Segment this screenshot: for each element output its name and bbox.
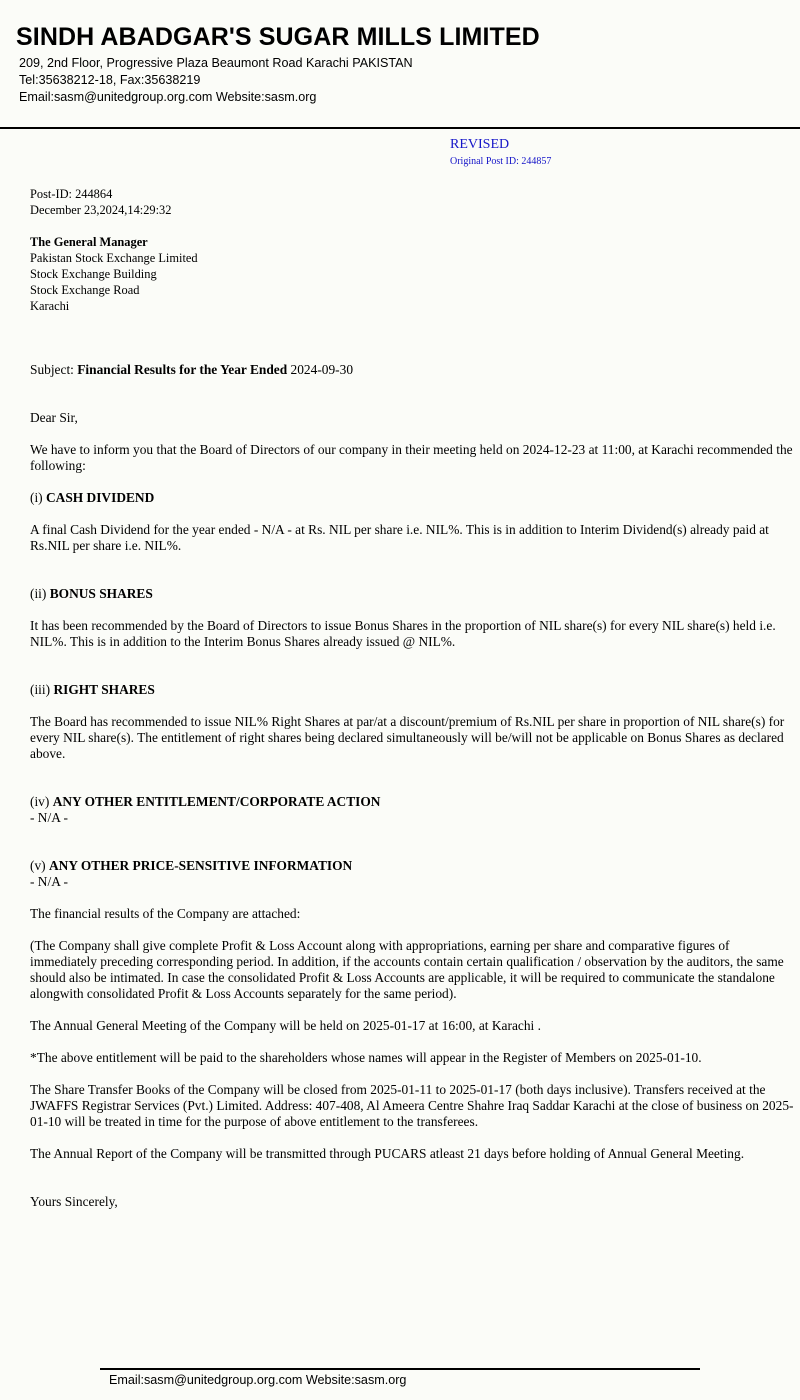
subject-line — [30, 362, 795, 378]
post-id: Post-ID: 244864 — [30, 187, 113, 201]
section-heading-price-sensitive: (v) ANY OTHER PRICE-SENSITIVE INFORMATION — [30, 858, 353, 873]
company-name: SINDH ABADGAR'S SUGAR MILLS LIMITED — [16, 23, 540, 51]
header-divider — [0, 127, 800, 129]
letter-body — [30, 186, 795, 1210]
cash-dividend-text: A final Cash Dividend for the year ended - N/A - at Rs. NIL per share i.e. NIL%. This is in addition to Interim Dividend(s) already paid at Rs.NIL per share i.e. NIL%. — [30, 522, 769, 553]
right-shares-text: The Board has recommended to issue NIL% Right Shares at par/at a discount/premium of Rs.NIL per share in proportion of NIL share(s) for every NIL share(s). The entitlement of right shares being declared simultaneously will be/will not be applicable on Bonus Shares as declared above. — [30, 714, 785, 761]
subject-title: Financial Results for the Year Ended — [77, 362, 288, 377]
annual-report-paragraph: The Annual Report of the Company will be transmitted through PUCARS atleast 21 days before holding of Annual General Meeting. — [30, 1146, 745, 1161]
post-datetime: December 23,2024,14:29:32 — [30, 203, 172, 217]
recipient-address — [30, 234, 795, 314]
intro-paragraph: We have to inform you that the Board of Directors of our company in their meeting held on 2024-12-23 at 11:00, at Karachi recommended the following: — [30, 442, 793, 473]
recipient-line: Stock Exchange Building — [30, 267, 157, 281]
section-heading-cash-dividend: (i) CASH DIVIDEND — [30, 490, 155, 505]
revised-label: REVISED — [450, 137, 510, 152]
salutation: Dear Sir, — [30, 410, 78, 425]
company-tel-fax: Tel:35638212-18, Fax:35638219 — [19, 73, 201, 87]
footer-divider — [100, 1368, 700, 1370]
company-email-website: Email:sasm@unitedgroup.org.com Website:sasm.org — [19, 90, 317, 104]
recipient-line: Pakistan Stock Exchange Limited — [30, 251, 198, 265]
agm-paragraph: The Annual General Meeting of the Company will be held on 2025-01-17 at 16:00, at Karachi . — [30, 1018, 541, 1033]
recipient-line: Stock Exchange Road — [30, 283, 140, 297]
share-transfer-paragraph: The Share Transfer Books of the Company will be closed from 2025-01-11 to 2025-01-17 (both days inclusive). Transfers received at the JWAFFS Registrar Services (Pvt.) Limited. Address: 407-408, Al Ameera Centre Shahre Iraq Saddar Karachi at the close of business on 2025-01-10 will be treated in time for the purpose of above entitlement to the transferees. — [30, 1082, 794, 1129]
results-attached-text: The financial results of the Company are attached: — [30, 906, 301, 921]
recipient-line: Karachi — [30, 299, 70, 313]
subject-date: 2024-09-30 — [290, 362, 354, 377]
footer-email-website: Email:sasm@unitedgroup.org.com Website:sasm.org — [109, 1373, 407, 1387]
price-sensitive-text: - N/A - — [30, 874, 68, 889]
entitlement-note-paragraph: *The above entitlement will be paid to the shareholders whose names will appear in the Register of Members on 2025-01-10. — [30, 1050, 702, 1065]
section-heading-right-shares: (iii) RIGHT SHARES — [30, 682, 155, 697]
closing: Yours Sincerely, — [30, 1194, 118, 1209]
original-post-id: Original Post ID: 244857 — [450, 156, 552, 167]
section-heading-other-entitlement: (iv) ANY OTHER ENTITLEMENT/CORPORATE ACTION — [30, 794, 381, 809]
section-heading-bonus-shares: (ii) BONUS SHARES — [30, 586, 153, 601]
results-note-paragraph: (The Company shall give complete Profit & Loss Account along with appropriations, earning per share and comparative figures of immediately preceding corresponding period. In addition, if the accounts contain certain qualification / observation by the auditors, the same should also be intimated. In case the consolidated Profit & Loss Accounts are applicable, it will be required to communicate the standalone alongwith consolidated Profit & Loss Accounts separately for the same period). — [30, 938, 784, 1001]
subject-prefix: Subject: — [30, 362, 74, 377]
bonus-shares-text: It has been recommended by the Board of Directors to issue Bonus Shares in the proportion of NIL share(s) for every NIL share(s) held i.e. NIL%. This is in addition to the Interim Bonus Shares already issued @ NIL%. — [30, 618, 776, 649]
other-entitlement-text: - N/A - — [30, 810, 68, 825]
company-address: 209, 2nd Floor, Progressive Plaza Beaumont Road Karachi PAKISTAN — [19, 56, 413, 70]
recipient-title: The General Manager — [30, 235, 148, 249]
